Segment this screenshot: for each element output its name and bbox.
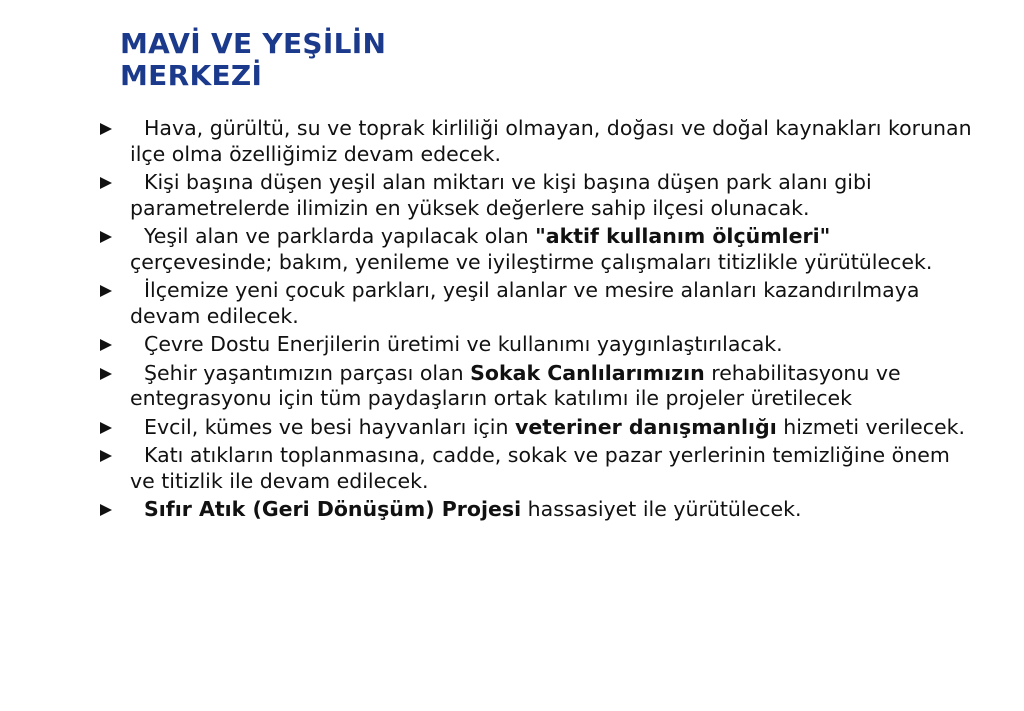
arrow-bullet-icon [100,123,112,135]
title-line-2: MERKEZİ [120,59,263,92]
item-text-bold: veteriner danışmanlığı [515,414,777,439]
arrow-bullet-icon [100,422,112,434]
list-item [96,116,976,167]
item-text-pre: Katı atıkların toplanmasına, cadde, sokak ve pazar yerlerinin temizliğine önem ve titizlik ile devam edilecek. [130,443,950,493]
item-text-post: çerçevesinde; bakım, yenileme ve iyileştirme çalışmaları titizlikle yürütülecek. [130,249,933,274]
arrow-bullet-icon [100,368,112,380]
list-item [96,278,976,329]
arrow-bullet-icon [100,504,112,516]
arrow-bullet-icon [100,285,112,297]
arrow-bullet-icon [100,450,112,462]
item-text-post: hizmeti verilecek. [776,414,965,439]
list-item [96,332,976,358]
item-text-pre: Kişi başına düşen yeşil alan miktarı ve kişi başına düşen park alanı gibi parametrelerde ilimizin en yüksek değerlere sahip ilçesi olunacak. [130,170,872,220]
item-text-post: rehabilitasyonu ve entegrasyonu için tüm paydaşların ortak katılımı ile projeler üretilecek [130,360,901,410]
arrow-bullet-icon [100,177,112,189]
list-item [96,497,976,523]
item-text-pre: Evcil, kümes ve besi hayvanları için [144,414,516,439]
item-text-pre: Çevre Dostu Enerjilerin üretimi ve kullanımı yaygınlaştırılacak. [144,332,783,356]
arrow-bullet-icon [100,231,112,243]
item-text-bold: "aktif kullanım ölçümleri" [535,224,831,248]
list-item [96,443,976,494]
page-title [120,28,386,92]
item-text-pre: Yeşil alan ve parklarda yapılacak olan [144,224,536,248]
list-item [96,170,976,221]
item-text-bold: Sıfır Atık (Geri Dönüşüm) Projesi [144,497,522,521]
list-item [96,361,976,412]
list-item [96,415,976,441]
item-text-post: hassasiyet ile yürütülecek. [521,497,802,521]
title-line-1: MAVİ VE YEŞİLİN [120,27,387,60]
list-item [96,224,976,275]
item-text-pre: Hava, gürültü, su ve toprak kirliliği olmayan, doğası ve doğal kaynakları korunan ilçe olma özelliğimiz devam edecek. [130,116,972,166]
item-text-pre: İlçemize yeni çocuk parkları, yeşil alanlar ve mesire alanları kazandırılmaya devam edilecek. [130,278,920,328]
item-text-bold: Sokak Canlılarımızın [470,360,705,385]
item-text-pre: Şehir yaşantımızın parçası olan [144,360,471,385]
arrow-bullet-icon [100,339,112,351]
bullet-list [96,116,976,526]
